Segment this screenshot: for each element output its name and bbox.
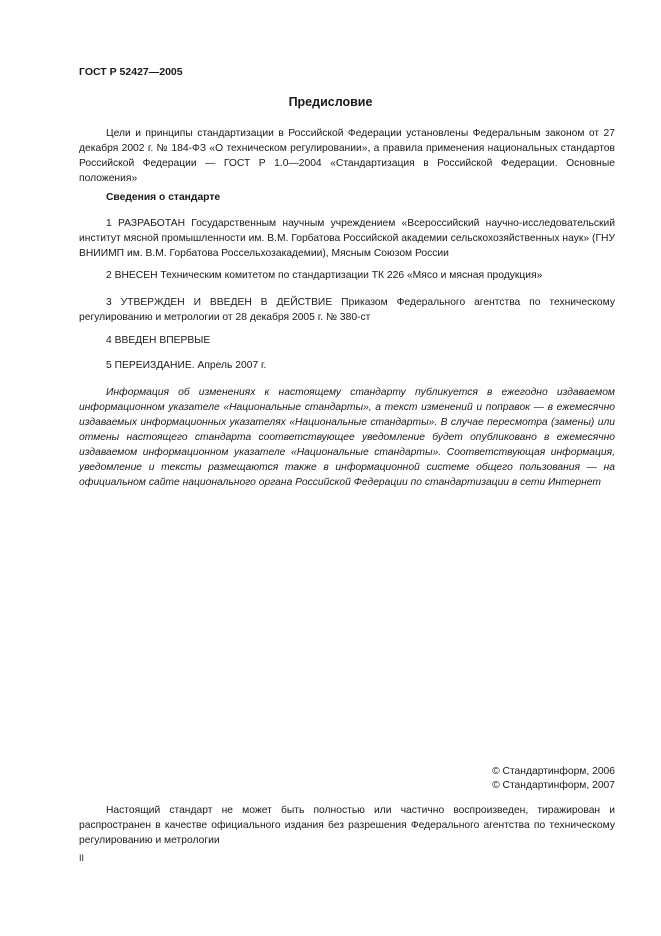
item-developed: 1 РАЗРАБОТАН Государственным научным учреждением «Всероссийский научно-исследовательский институт мясной промышленности им. В.М. Горбатова Российской академии сельскохозяйственных наук» (ГНУ ВНИИМП им. В.М. Горбатова Россельхозакадемии), Мясным Союзом России: [79, 218, 615, 259]
intro-paragraph: Цели и принципы стандартизации в Российской Федерации установлены Федеральным законом от 27 декабря 2002 г. № 184-ФЗ «О техническом регулировании», а правила применения национальных стандартов Российской Федерации — ГОСТ Р 1.0—2004 «Стандартизация в Российской Федерации. Основные положения»: [79, 128, 615, 184]
page-number: II: [79, 853, 85, 863]
page-title: Предисловие: [288, 95, 373, 109]
item-reissue: 5 ПЕРЕИЗДАНИЕ. Апрель 2007 г.: [106, 360, 267, 371]
copyright-line: © Стандартинформ, 2007: [492, 780, 615, 791]
item-submitted: 2 ВНЕСЕН Техническим комитетом по стандартизации ТК 226 «Мясо и мясная продукция»: [106, 270, 543, 281]
item-approved: 3 УТВЕРЖДЕН И ВВЕДЕН В ДЕЙСТВИЕ Приказом Федерального агентства по техническому регулированию и метрологии от 28 декабря 2005 г. № 380-ст: [79, 297, 615, 323]
amendments-notice: Информация об изменениях к настоящему стандарту публикуется в ежегодно издаваемом информационном указателе «Национальные стандарты», а текст изменений и поправок — в ежемесячно издаваемых информационных указателях «Национальные стандарты». В случае пересмотра (замены) или отмены настоящего стандарта соответствующее уведомление будет опубликовано в ежемесячно издаваемом информационном указателе «Национальные стандарты». Соответствующая информация, уведомление и тексты размещаются также в информационной системе общего пользования — на официальном сайте национального органа Российской Федерации по стандартизации в сети Интернет: [79, 387, 615, 488]
item-first-introduced: 4 ВВЕДЕН ВПЕРВЫЕ: [106, 335, 211, 346]
document-code: ГОСТ Р 52427—2005: [79, 66, 183, 78]
reproduction-notice: Настоящий стандарт не может быть полностью или частично воспроизведен, тиражирован и распространен в качестве официального издания без разрешения Федерального агентства по техническому регулированию и метрологии: [79, 805, 615, 846]
copyright-line: © Стандартинформ, 2006: [492, 766, 615, 777]
section-heading: Сведения о стандарте: [106, 192, 221, 203]
